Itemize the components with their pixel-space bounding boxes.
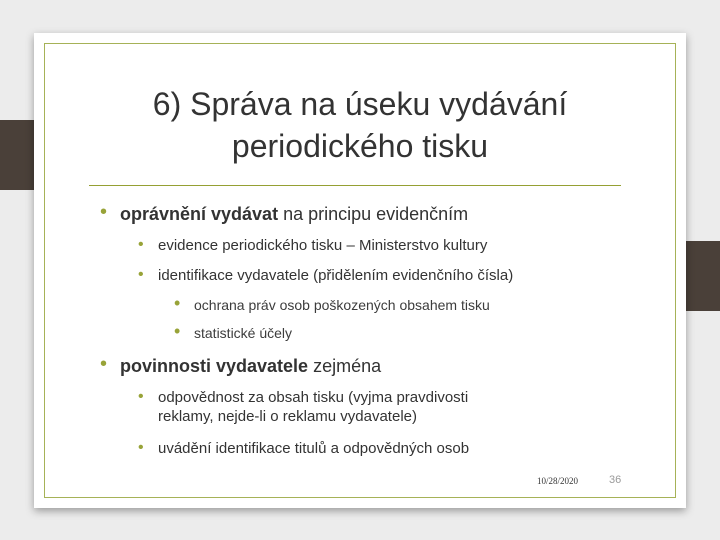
bullet-item-protection-text: ochrana práv osob poškozených obsahem tisku (194, 297, 490, 313)
title-divider (89, 185, 621, 186)
bullet-icon: • (138, 439, 144, 456)
bullet-item-duties-rest: zejména (308, 356, 382, 376)
bullet-icon: • (138, 236, 144, 253)
bullet-item-duties-bold: povinnosti vydavatele (120, 356, 309, 376)
bullet-item-responsibility-line-2: reklamy, nejde-li o reklamu vydavatele) (158, 408, 417, 425)
bullet-item-rights (100, 201, 469, 225)
bullet-icon: • (174, 321, 181, 341)
bullet-icon: • (174, 293, 181, 313)
bullet-item-rights-rest: na principu evidenčním (278, 204, 469, 224)
bullet-item-duties (100, 353, 382, 377)
slide-title-line-2: periodického tisku (231, 128, 489, 164)
bullet-item-titles-text: uvádění identifikace titulů a odpovědných osob (158, 440, 470, 457)
bullet-icon: • (138, 266, 144, 283)
bullet-item-responsibility (138, 388, 469, 426)
bullet-icon: • (138, 388, 144, 405)
decorative-tab-right (686, 241, 720, 311)
bullet-item-identification-text: identifikace vydavatele (přidělením evidenčního čísla) (158, 267, 514, 284)
slide (34, 33, 686, 508)
bullet-item-identification (138, 266, 514, 285)
bullet-item-evidence-text: evidence periodického tisku – Ministerstvo kultury (158, 237, 488, 254)
bullet-item-evidence (138, 236, 488, 255)
bullet-icon: • (100, 353, 108, 375)
slide-title-line-1: 6) Správa na úseku vydávání (152, 86, 568, 122)
decorative-tab-left (0, 120, 34, 190)
bullet-item-protection (174, 293, 490, 314)
bullet-item-rights-bold: oprávnění vydávat (120, 204, 279, 224)
bullet-item-statistics-text: statistické účely (194, 325, 293, 341)
bullet-icon: • (100, 201, 108, 223)
bullet-item-titles (138, 439, 470, 458)
bullet-item-statistics (174, 321, 293, 342)
bullet-item-responsibility-line-1: odpovědnost za obsah tisku (vyjma pravdivosti (158, 389, 469, 406)
footer-date: 10/28/2020 (537, 476, 579, 486)
slide-title (74, 83, 646, 167)
slide-number: 36 (609, 474, 622, 486)
